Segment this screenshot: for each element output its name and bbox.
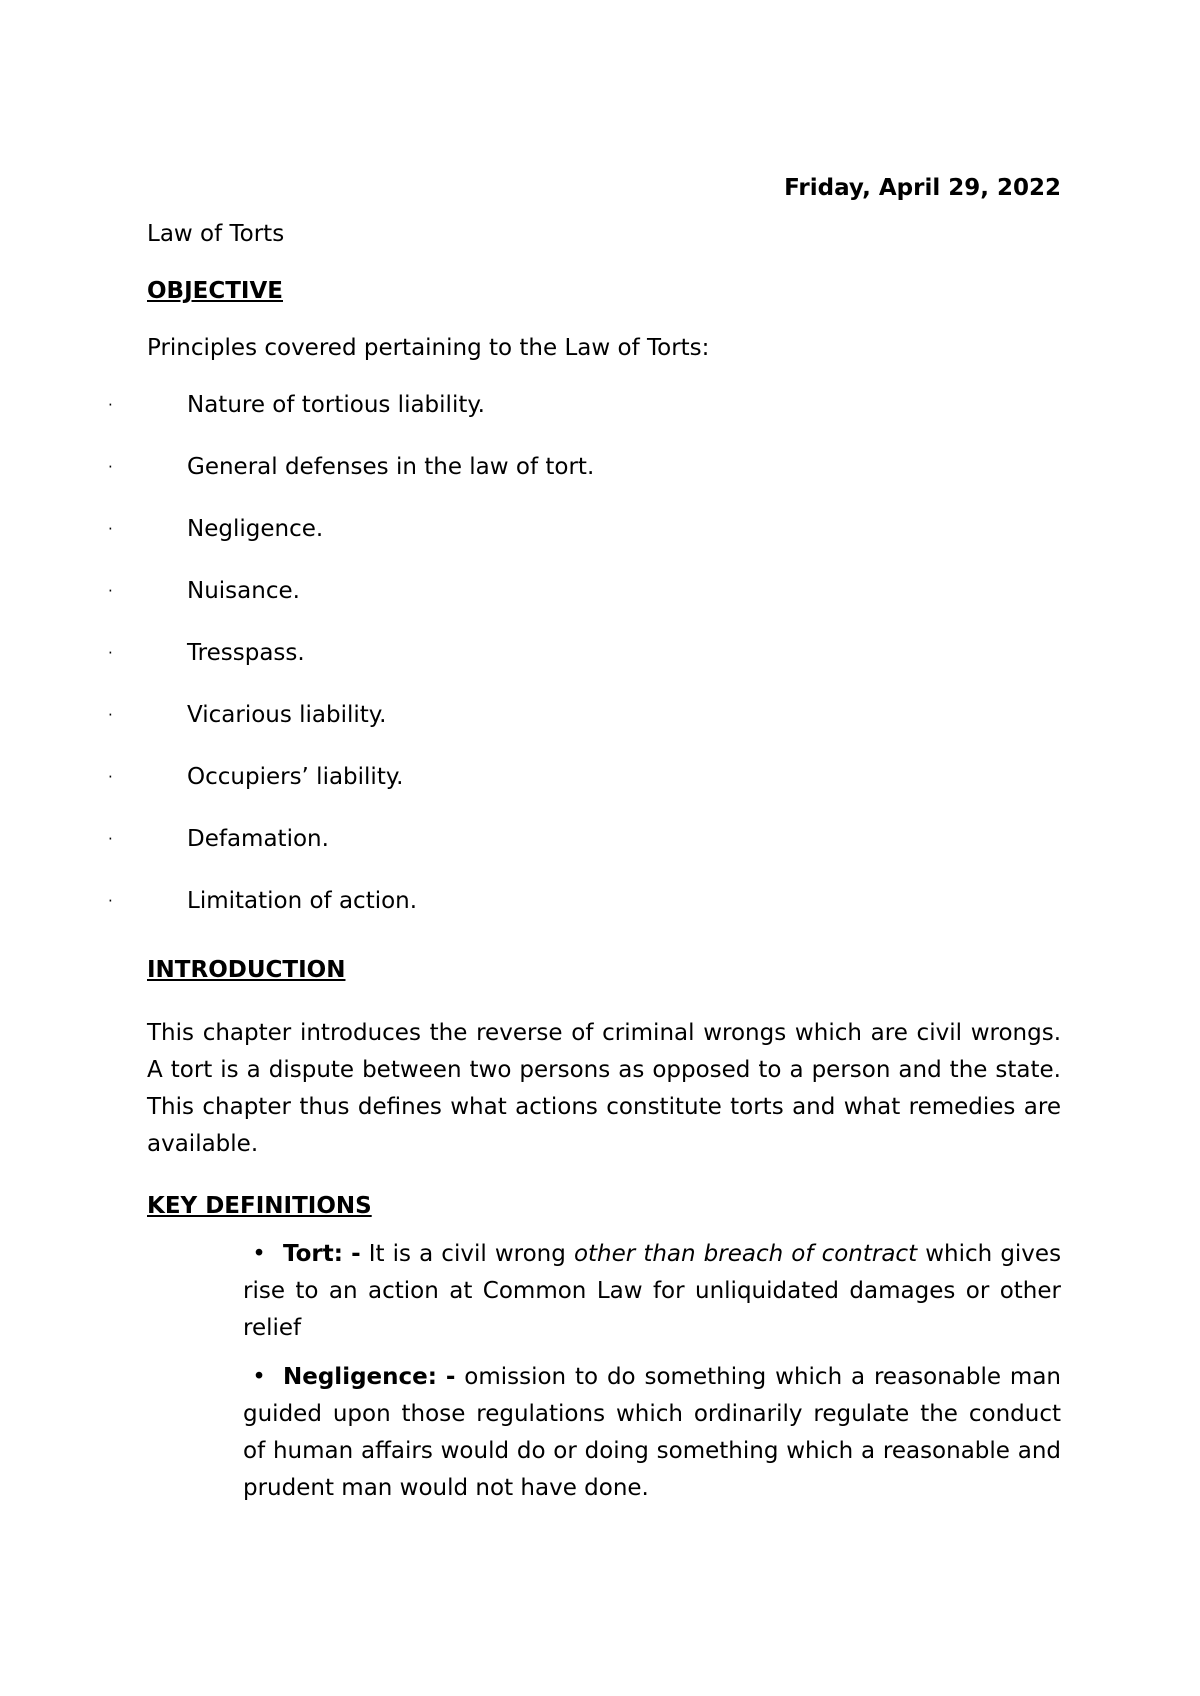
definition-emphasis: other than breach of contract [573,1241,918,1267]
list-item [0,573,1200,635]
list-item [0,511,1200,573]
definition-term: Negligence: [283,1364,437,1390]
list-item-text: Defamation. [187,826,329,852]
list-item-text: Tresspass. [187,640,305,666]
list-item-text: General defenses in the law of tort. [187,454,595,480]
definition-text-continued: which gives rise to an action at Common Law for unliquidated damages or other relief [243,1241,1062,1341]
definition-term: Tort: [283,1241,343,1267]
bullet-icon: · [108,396,113,414]
list-item [0,387,1200,449]
introduction-heading: INTRODUCTION [147,957,346,983]
bullet-icon: · [108,706,113,724]
key-definitions-list [243,1236,1061,1519]
bullet-icon: · [108,892,113,910]
bullet-icon: · [108,458,113,476]
bullet-icon: • [252,1364,266,1390]
list-item-text: Negligence. [187,516,324,542]
definition-dash: - [351,1241,361,1267]
document-date: Friday, April 29, 2022 [784,175,1061,201]
definition-tort [243,1236,1061,1347]
list-item [0,821,1200,883]
objective-list [0,387,1200,945]
definition-text: omission to do something which a reasonable man guided upon those regulations which ordinarily regulate the conduct of human affairs would do or doing something which a reasonable and prudent man would not have done. [243,1364,1061,1501]
bullet-icon: · [108,644,113,662]
bullet-icon: · [108,582,113,600]
document-subject: Law of Torts [147,221,285,247]
list-item [0,759,1200,821]
list-item [0,883,1200,945]
objective-heading: OBJECTIVE [147,278,283,304]
definition-text: It is a civil wrong [368,1241,566,1267]
key-definitions-heading: KEY DEFINITIONS [147,1193,372,1219]
bullet-icon: · [108,520,113,538]
list-item [0,697,1200,759]
introduction-paragraph: This chapter introduces the reverse of criminal wrongs which are civil wrongs. A tort is a dispute between two persons as opposed to a person and the state. This chapter thus defines what actions constitute torts and what remedies are available. [147,1020,1061,1157]
objective-intro: Principles covered pertaining to the Law of Torts: [147,335,710,361]
bullet-icon: · [108,830,113,848]
definition-dash: - [445,1364,456,1390]
list-item [0,449,1200,511]
list-item [0,635,1200,697]
list-item-text: Limitation of action. [187,888,418,914]
definition-negligence [243,1359,1061,1507]
bullet-icon: · [108,768,113,786]
list-item-text: Nuisance. [187,578,300,604]
bullet-icon: • [252,1241,266,1267]
list-item-text: Vicarious liability. [187,702,387,728]
list-item-text: Occupiers’ liability. [187,764,404,790]
list-item-text: Nature of tortious liability. [187,392,485,418]
